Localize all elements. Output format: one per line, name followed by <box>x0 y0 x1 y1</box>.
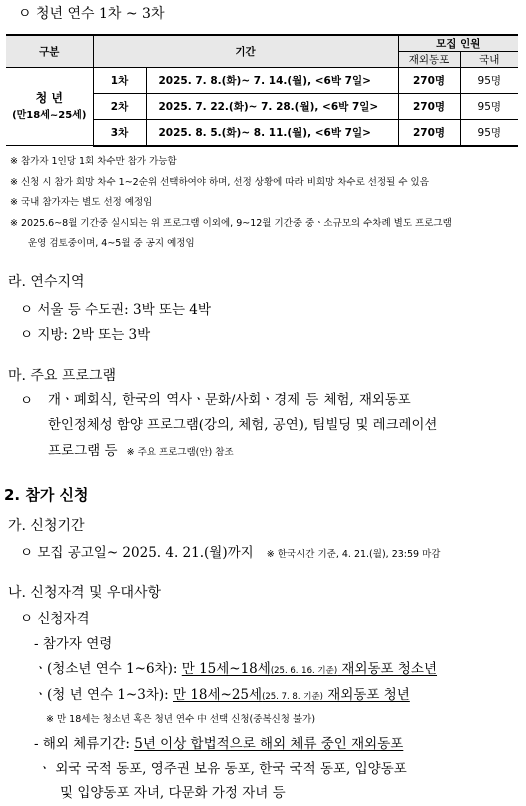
stay-period-line <box>34 732 403 752</box>
note-additional-program-cont: 운영 검토중이며, 4~5월 중 공지 예정임 <box>28 238 195 249</box>
teen-target: 재외동포 청소년 <box>337 661 438 677</box>
note-preference: ※ 신청 시 참가 희망 차수 1~2순위 선택하여야 하며, 선정 상황에 따라 비희망 차수로 선정될 수 있음 <box>10 177 429 188</box>
program-line-2: 한인정체성 함양 프로그램(강의, 체험, 공연), 팀빌딩 및 레크레이션 <box>48 418 438 433</box>
period-cell: 2025. 8. 5.(화)~ 8. 11.(월), <6박 7일> <box>146 120 398 146</box>
round-cell: 2차 <box>93 94 146 120</box>
region-capital-item: ㅇ 서울 등 수도권: 3박 또는 4박 <box>20 302 211 318</box>
header-period: 기간 <box>93 35 398 68</box>
period-cell: 2025. 7. 22.(화)~ 7. 28.(월), <6박 7일> <box>146 94 398 120</box>
schedule-table <box>6 34 518 147</box>
teen-basis-date: (25. 6. 16. 기준) <box>270 666 338 676</box>
overseas-count-cell: 270명 <box>398 68 460 94</box>
program-note-link: ※ 주요 프로그램(안) 참조 <box>126 447 234 458</box>
section-ma-title: 마. 주요 프로그램 <box>8 368 117 384</box>
group-label-sub: (만18세~25세) <box>12 109 87 121</box>
application-period-text: ㅇ 모집 공고일~ 2025. 4. 21.(월)까지 <box>20 545 254 561</box>
domestic-count-cell: 95명 <box>460 120 518 146</box>
header-recruit: 모집 인원 <box>398 35 518 52</box>
program-line-3 <box>48 439 234 459</box>
program-bullet: ㅇ <box>20 393 34 409</box>
eligibility-line-2: 및 입양동포 자녀, 다문화 가정 자녀 등 <box>60 785 286 801</box>
teen-age: 만 15세~18세 <box>181 661 271 677</box>
teen-prefix: ㆍ(청소년 연수 1~6차): <box>34 661 182 677</box>
eligibility-item: ㅇ 신청자격 <box>20 611 90 627</box>
section-ra-title: 라. 연수지역 <box>8 274 85 290</box>
age-selection-note: ※ 만 18세는 청소년 혹은 청년 연수 中 선택 신청(중복신청 불가) <box>46 714 316 725</box>
adult-age-underlined <box>173 687 410 703</box>
teen-age-line <box>34 657 437 677</box>
section-ga-title: 가. 신청기간 <box>8 518 85 534</box>
eligibility-line-1: ㆍ 외국 국적 동포, 영주권 보유 동포, 한국 국적 동포, 입양동포 <box>38 761 407 777</box>
period-cell: 2025. 7. 8.(화)~ 7. 14.(월), <6박 7일> <box>146 68 398 94</box>
section-2-title: 2. 참가 신청 <box>4 486 89 504</box>
section-na-title: 나. 신청자격 및 우대사항 <box>8 585 162 601</box>
stay-text: 5년 이상 합법적으로 해외 체류 중인 재외동포 <box>134 736 404 752</box>
round-cell: 3차 <box>93 120 146 146</box>
overseas-count-cell: 270명 <box>398 94 460 120</box>
program-line-1: 개ㆍ폐회식, 한국의 역사ㆍ문화/사회ㆍ경제 등 체험, 재외동포 <box>48 393 411 408</box>
header-overseas: 재외동포 <box>398 52 460 68</box>
header-category: 구분 <box>6 35 93 68</box>
adult-age: 만 18세~25세 <box>172 687 263 703</box>
round-cell: 1차 <box>93 68 146 94</box>
note-domestic: ※ 국내 참가자는 별도 선정 예정임 <box>10 197 153 208</box>
table-row <box>6 68 518 94</box>
program-line-3-text: 프로그램 등 <box>48 443 118 459</box>
region-local-item: ㅇ 지방: 2박 또는 3박 <box>20 327 151 343</box>
adult-target: 재외동포 청년 <box>322 687 410 703</box>
deadline-note: ※ 한국시간 기준, 4. 21.(월), 23:59 마감 <box>266 549 441 560</box>
note-one-round: ※ 참가자 1인당 1회 차수만 참가 가능함 <box>10 156 177 167</box>
note-additional-program: ※ 2025.6~8월 기간중 실시되는 위 프로그램 이외에, 9~12월 기간중 중ㆍ소규모의 수차례 별도 프로그램 <box>10 218 452 229</box>
adult-basis-date: (25. 7. 8. 기준) <box>262 692 323 702</box>
adult-age-line <box>34 683 410 703</box>
group-label-youth <box>6 68 93 146</box>
domestic-count-cell: 95명 <box>460 68 518 94</box>
overseas-count-cell: 270명 <box>398 120 460 146</box>
adult-prefix: ㆍ(청 년 연수 1~3차): <box>34 687 173 703</box>
section-heading-youth-training: ㅇ 청년 연수 1차 ~ 3차 <box>18 6 165 22</box>
domestic-count-cell: 95명 <box>460 94 518 120</box>
table-header-row <box>6 35 518 52</box>
application-period-item <box>20 541 440 561</box>
teen-age-underlined <box>182 661 437 677</box>
age-label: - 참가자 연령 <box>34 636 113 652</box>
header-domestic: 국내 <box>460 52 518 68</box>
stay-prefix: - 해외 체류기간: <box>34 736 135 752</box>
group-label-main: 청 년 <box>35 90 63 105</box>
